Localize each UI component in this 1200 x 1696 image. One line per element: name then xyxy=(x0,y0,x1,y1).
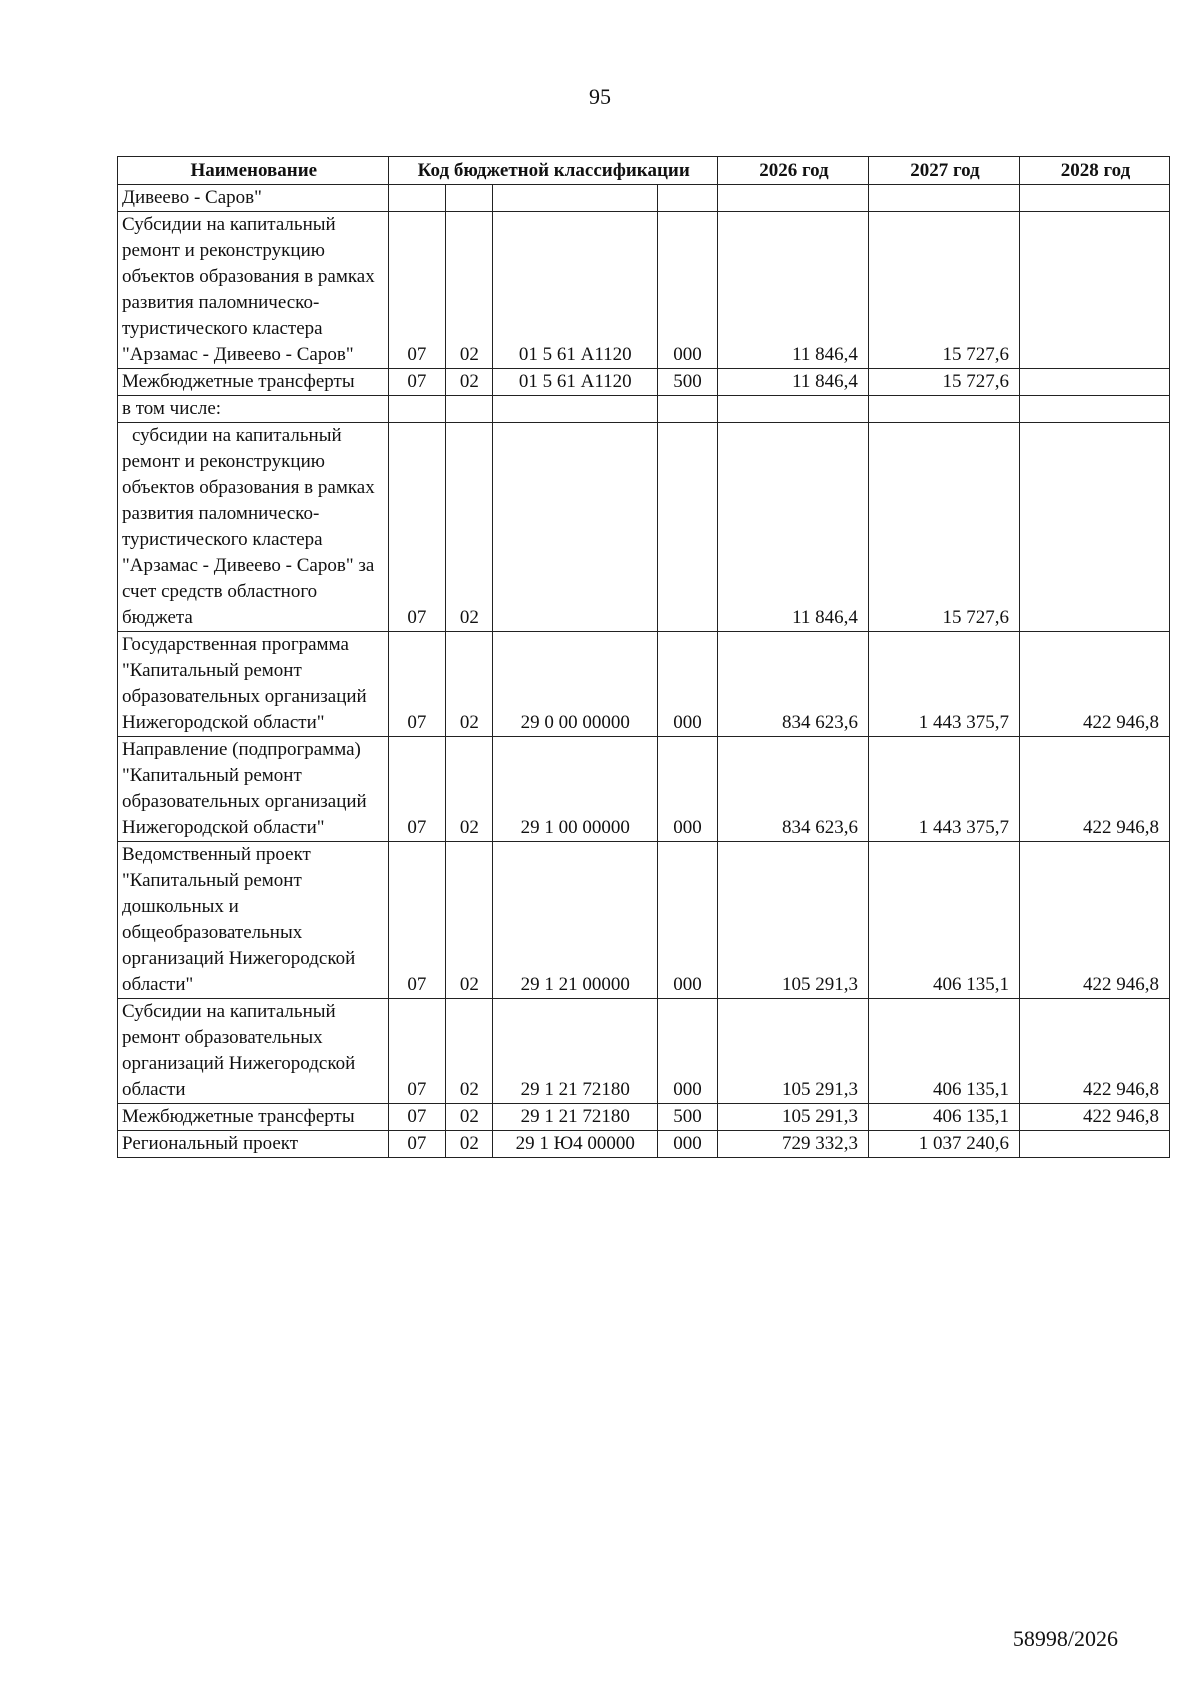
row-code-section: 07 xyxy=(388,369,446,396)
row-name: Дивеево - Саров" xyxy=(118,185,389,212)
row-code-target xyxy=(493,185,658,212)
row-code-expense-type: 000 xyxy=(658,737,718,842)
row-code-subsection: 02 xyxy=(446,423,493,632)
row-code-target: 01 5 61 А1120 xyxy=(493,212,658,369)
row-value-2027: 15 727,6 xyxy=(868,423,1019,632)
row-value-2026: 834 623,6 xyxy=(717,737,868,842)
row-name: Ведомственный проект "Капитальный ремонт дошкольных и общеобразовательных организаций Нижегородской области" xyxy=(118,842,389,999)
row-value-2028 xyxy=(1019,396,1169,423)
table-row xyxy=(118,185,1170,212)
table-row xyxy=(118,1131,1170,1158)
row-name: Субсидии на капитальный ремонт и реконструкцию объектов образования в рамках развития паломническо-туристического кластера "Арзамас - Дивеево - Саров" xyxy=(118,212,389,369)
header-2028: 2028 год xyxy=(1019,157,1169,185)
document-id: 58998/2026 xyxy=(1012,1626,1118,1651)
row-code-section xyxy=(388,396,446,423)
header-code: Код бюджетной классификации xyxy=(388,157,717,185)
table-row xyxy=(118,737,1170,842)
table-row xyxy=(118,423,1170,632)
row-value-2027: 15 727,6 xyxy=(868,369,1019,396)
row-value-2026 xyxy=(717,396,868,423)
row-value-2027: 1 037 240,6 xyxy=(868,1131,1019,1158)
row-code-expense-type: 500 xyxy=(658,1104,718,1131)
row-value-2027: 406 135,1 xyxy=(868,1104,1019,1131)
row-code-target xyxy=(493,396,658,423)
row-value-2028 xyxy=(1019,1131,1169,1158)
row-value-2026: 834 623,6 xyxy=(717,632,868,737)
row-code-subsection: 02 xyxy=(446,999,493,1104)
table-row xyxy=(118,1104,1170,1131)
table-row xyxy=(118,842,1170,999)
row-code-target: 29 0 00 00000 xyxy=(493,632,658,737)
row-code-expense-type: 000 xyxy=(658,999,718,1104)
row-code-expense-type: 000 xyxy=(658,1131,718,1158)
row-value-2028 xyxy=(1019,185,1169,212)
row-value-2027 xyxy=(868,185,1019,212)
row-code-section: 07 xyxy=(388,1104,446,1131)
row-code-subsection: 02 xyxy=(446,212,493,369)
row-code-expense-type xyxy=(658,423,718,632)
row-value-2026 xyxy=(717,185,868,212)
table-row xyxy=(118,632,1170,737)
row-value-2028 xyxy=(1019,369,1169,396)
row-code-section: 07 xyxy=(388,1131,446,1158)
row-value-2026: 729 332,3 xyxy=(717,1131,868,1158)
row-code-target: 29 1 21 00000 xyxy=(493,842,658,999)
row-code-subsection: 02 xyxy=(446,1131,493,1158)
header-2026: 2026 год xyxy=(717,157,868,185)
row-code-target: 01 5 61 А1120 xyxy=(493,369,658,396)
table-row xyxy=(118,999,1170,1104)
row-code-target: 29 1 21 72180 xyxy=(493,1104,658,1131)
row-code-subsection xyxy=(446,185,493,212)
row-code-expense-type xyxy=(658,396,718,423)
row-value-2027: 406 135,1 xyxy=(868,999,1019,1104)
row-value-2026: 105 291,3 xyxy=(717,842,868,999)
row-code-subsection: 02 xyxy=(446,737,493,842)
row-code-expense-type: 000 xyxy=(658,842,718,999)
row-code-section: 07 xyxy=(388,212,446,369)
row-name: Межбюджетные трансферты xyxy=(118,1104,389,1131)
row-code-expense-type xyxy=(658,185,718,212)
row-value-2026: 11 846,4 xyxy=(717,212,868,369)
row-code-target: 29 1 21 72180 xyxy=(493,999,658,1104)
row-code-subsection: 02 xyxy=(446,842,493,999)
row-code-section xyxy=(388,185,446,212)
table-row xyxy=(118,212,1170,369)
row-value-2028: 422 946,8 xyxy=(1019,1104,1169,1131)
row-code-section: 07 xyxy=(388,632,446,737)
row-name: в том числе: xyxy=(118,396,389,423)
header-2027: 2027 год xyxy=(868,157,1019,185)
header-name: Наименование xyxy=(118,157,389,185)
row-value-2027: 1 443 375,7 xyxy=(868,632,1019,737)
row-value-2028: 422 946,8 xyxy=(1019,737,1169,842)
row-code-expense-type: 500 xyxy=(658,369,718,396)
row-code-expense-type: 000 xyxy=(658,632,718,737)
page-number: 95 xyxy=(589,84,611,109)
row-code-section: 07 xyxy=(388,423,446,632)
row-code-subsection: 02 xyxy=(446,632,493,737)
row-code-subsection xyxy=(446,396,493,423)
row-code-target: 29 1 00 00000 xyxy=(493,737,658,842)
row-value-2028: 422 946,8 xyxy=(1019,842,1169,999)
table-row xyxy=(118,396,1170,423)
row-code-section: 07 xyxy=(388,737,446,842)
row-value-2026: 11 846,4 xyxy=(717,369,868,396)
row-value-2028 xyxy=(1019,423,1169,632)
row-value-2028: 422 946,8 xyxy=(1019,999,1169,1104)
table-row xyxy=(118,369,1170,396)
row-value-2027: 1 443 375,7 xyxy=(868,737,1019,842)
row-name: Региональный проект xyxy=(118,1131,389,1158)
row-value-2028: 422 946,8 xyxy=(1019,632,1169,737)
row-value-2028 xyxy=(1019,212,1169,369)
row-value-2027: 15 727,6 xyxy=(868,212,1019,369)
row-code-subsection: 02 xyxy=(446,1104,493,1131)
row-code-target: 29 1 Ю4 00000 xyxy=(493,1131,658,1158)
table-header-row xyxy=(118,157,1170,185)
row-code-target xyxy=(493,423,658,632)
row-value-2027 xyxy=(868,396,1019,423)
row-value-2026: 105 291,3 xyxy=(717,1104,868,1131)
row-name: Межбюджетные трансферты xyxy=(118,369,389,396)
budget-table xyxy=(117,156,1170,1158)
row-code-expense-type: 000 xyxy=(658,212,718,369)
row-name: Субсидии на капитальный ремонт образовательных организаций Нижегородской области xyxy=(118,999,389,1104)
row-value-2027: 406 135,1 xyxy=(868,842,1019,999)
row-name: субсидии на капитальный ремонт и реконструкцию объектов образования в рамках развития паломническо-туристического кластера "Арзамас - Дивеево - Саров" за счет средств областного бюджета xyxy=(118,423,389,632)
row-value-2026: 105 291,3 xyxy=(717,999,868,1104)
row-value-2026: 11 846,4 xyxy=(717,423,868,632)
row-code-subsection: 02 xyxy=(446,369,493,396)
row-name: Государственная программа "Капитальный ремонт образовательных организаций Нижегородской области" xyxy=(118,632,389,737)
row-name: Направление (подпрограмма) "Капитальный ремонт образовательных организаций Нижегородской области" xyxy=(118,737,389,842)
row-code-section: 07 xyxy=(388,842,446,999)
row-code-section: 07 xyxy=(388,999,446,1104)
